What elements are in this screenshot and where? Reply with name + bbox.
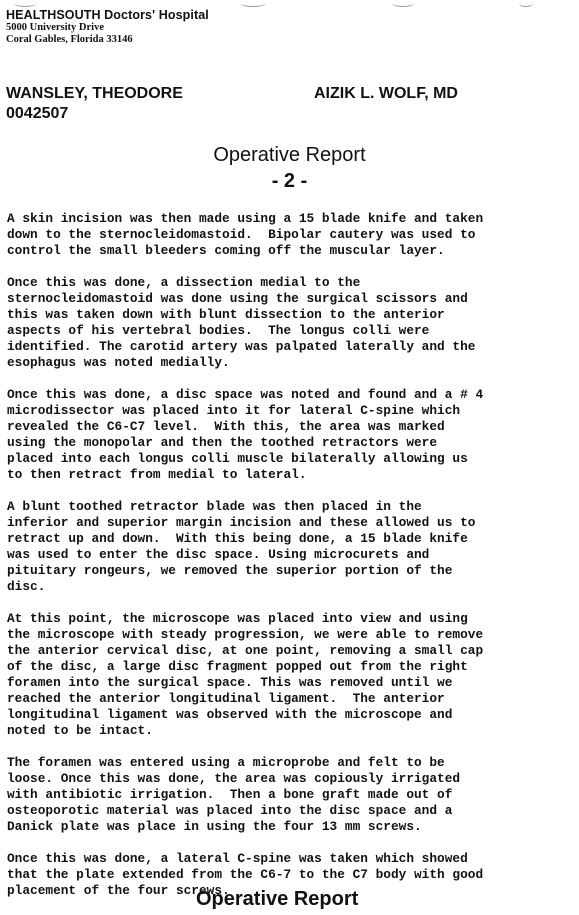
- paragraph-line: this was taken down with blunt dissection to the anterior: [7, 307, 445, 322]
- hospital-name: HEALTHSOUTH Doctors' Hospital: [6, 8, 209, 22]
- paragraph-line: of the disc, a large disc fragment popped out from the right: [7, 659, 468, 674]
- paragraph-line: the anterior cervical disc, at one point, removing a small cap: [7, 643, 484, 658]
- report-body: [7, 211, 577, 915]
- address-line-1: 5000 University Drive: [6, 22, 104, 33]
- paragraph-line: pituitary rongeurs, we removed the superior portion of the: [7, 563, 453, 578]
- report-paragraph: [7, 211, 577, 259]
- paragraph-line: that the plate extended from the C6-7 to the C7 body with good: [7, 867, 484, 882]
- scan-artifact: [240, 0, 266, 7]
- paragraph-line: foramen into the surgical space. This was removed until we: [7, 675, 453, 690]
- paragraph-line: The foramen was entered using a microprobe and felt to be: [7, 755, 445, 770]
- paragraph-line: placement of the four screws.: [7, 883, 230, 898]
- paragraph-line: identified. The carotid artery was palpated laterally and the: [7, 339, 476, 354]
- paragraph-line: longitudinal ligament was observed with the microscope and: [7, 707, 453, 722]
- paragraph-line: Once this was done, a disc space was noted and found and a # 4: [7, 387, 484, 402]
- paragraph-line: using the monopolar and then the toothed retractors were: [7, 435, 438, 450]
- paragraph-line: Danick plate was place in using the four 13 mm screws.: [7, 819, 422, 834]
- report-title: Operative Report: [213, 144, 366, 166]
- scan-artifact: [392, 0, 414, 7]
- report-paragraph: [7, 755, 577, 835]
- paragraph-line: sternocleidomastoid was done using the surgical scissors and: [7, 291, 468, 306]
- report-paragraph: [7, 387, 577, 483]
- report-paragraph: [7, 499, 577, 595]
- paragraph-line: down to the sternocleidomastoid. Bipolar cautery was used to: [7, 227, 476, 242]
- report-paragraph: [7, 275, 577, 371]
- paragraph-line: inferior and superior margin incision and these allowed us to: [7, 515, 476, 530]
- paragraph-line: loose. Once this was done, the area was copiously irrigated: [7, 771, 461, 786]
- paragraph-line: was used to enter the disc space. Using microcurets and: [7, 547, 430, 562]
- paragraph-line: noted to be intact.: [7, 723, 153, 738]
- paragraph-line: control the small bleeders coming off the muscular layer.: [7, 243, 445, 258]
- physician-name: AIZIK L. WOLF, MD: [314, 85, 458, 102]
- next-page-title-partial: Operative Report: [196, 888, 359, 910]
- paragraph-line: osteoporotic material was placed into the disc space and a: [7, 803, 453, 818]
- patient-id: 0042507: [6, 105, 69, 122]
- paragraph-line: the microscope with steady progression, we were able to remove: [7, 627, 484, 642]
- address-line-2: Coral Gables, Florida 33146: [6, 33, 133, 45]
- paragraph-line: retract up and down. With this being done, a 15 blade knife: [7, 531, 468, 546]
- hospital-letterhead: [6, 8, 209, 45]
- paragraph-line: with antibiotic irrigation. Then a bone graft made out of: [7, 787, 453, 802]
- paragraph-line: At this point, the microscope was placed into view and using: [7, 611, 468, 626]
- report-paragraph: [7, 611, 577, 739]
- page-number: - 2 -: [271, 170, 308, 192]
- paragraph-line: reached the anterior longitudinal ligament. The anterior: [7, 691, 445, 706]
- paragraph-line: disc.: [7, 579, 46, 594]
- paragraph-line: revealed the C6-C7 level. With this, the area was marked: [7, 419, 445, 434]
- paragraph-line: Once this was done, a dissection medial to the: [7, 275, 361, 290]
- patient-name: WANSLEY, THEODORE: [6, 85, 183, 102]
- paragraph-line: microdissector was placed into it for lateral C-spine which: [7, 403, 461, 418]
- paragraph-line: A blunt toothed retractor blade was then placed in the: [7, 499, 422, 514]
- scan-artifact: [14, 0, 36, 7]
- paragraph-line: to then retract from medial to lateral.: [7, 467, 307, 482]
- paragraph-line: Once this was done, a lateral C-spine was taken which showed: [7, 851, 468, 866]
- paragraph-line: aspects of his vertebral bodies. The longus colli were: [7, 323, 430, 338]
- scan-artifact: [519, 0, 533, 7]
- paragraph-line: A skin incision was then made using a 15 blade knife and taken: [7, 211, 484, 226]
- paragraph-line: placed into each longus colli muscle bilaterally allowing us: [7, 451, 468, 466]
- paragraph-line: esophagus was noted medially.: [7, 355, 230, 370]
